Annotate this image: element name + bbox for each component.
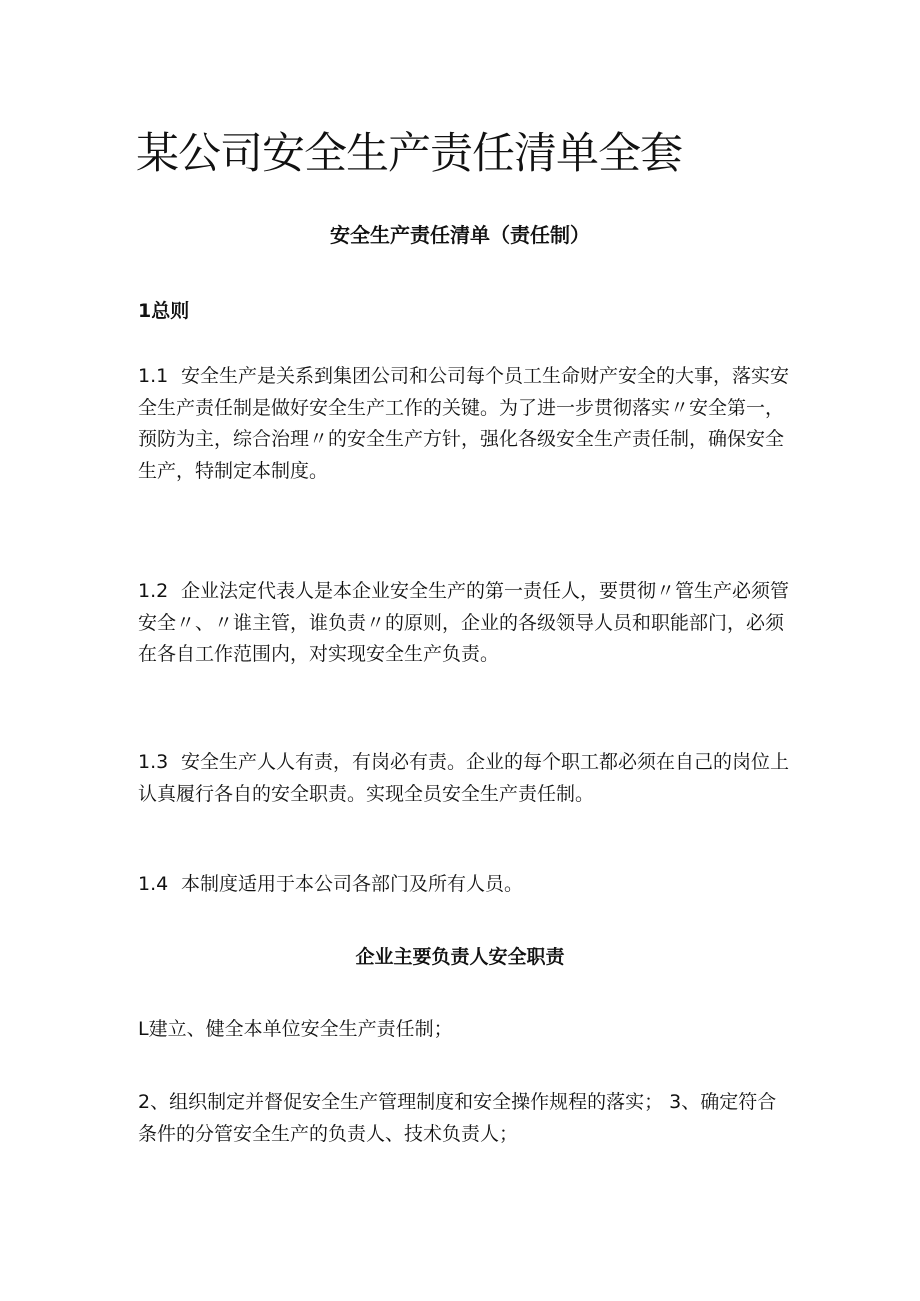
paragraph-1-1 [138, 361, 790, 487]
paragraph-number: 1.1 [138, 365, 169, 387]
duty-item-1: L建立、健全本单位安全生产责任制； [138, 1018, 453, 1040]
paragraph-number: 1.2 [138, 580, 169, 602]
document-title: 某公司安全生产责任清单全套 [136, 129, 682, 179]
paragraph-text: 安全生产是关系到集团公司和公司每个员工生命财产安全的大事，落实安全生产责任制是做好安全生产工作的关键。为了进一步贯彻落实〃安全第一，预防为主，综合治理〃的安全生产方针，强化各级安全生产责任制，确保安全生产，特制定本制度。 [138, 365, 790, 482]
duty-item-2: 2、组织制定并督促安全生产管理制度和安全操作规程的落实； 3、确定符合条件的分管安全生产的负责人、技术负责人； [138, 1091, 777, 1145]
paragraph-text: 企业法定代表人是本企业安全生产的第一责任人，要贯彻〃管生产必须管安全〃、〃谁主管，谁负责〃的原则，企业的各级领导人员和职能部门，必须在各自工作范围内，对实现安全生产负责。 [138, 580, 790, 665]
paragraph-1-4 [138, 869, 790, 901]
paragraph-number: 1.3 [138, 751, 169, 773]
paragraph-number: 1.4 [138, 873, 169, 895]
paragraph-text: 安全生产人人有责，有岗必有责。企业的每个职工都必须在自己的岗位上认真履行各自的安全职责。实现全员安全生产责任制。 [138, 751, 790, 805]
section-heading: 1总则 [138, 300, 190, 322]
document-subtitle: 安全生产责任清单（责任制） [330, 223, 590, 247]
paragraph-1-3 [138, 747, 790, 810]
paragraph-text: 本制度适用于本公司各部门及所有人员。 [181, 873, 524, 895]
duties-heading: 企业主要负责人安全职责 [355, 946, 565, 968]
paragraph-1-2 [138, 576, 790, 671]
